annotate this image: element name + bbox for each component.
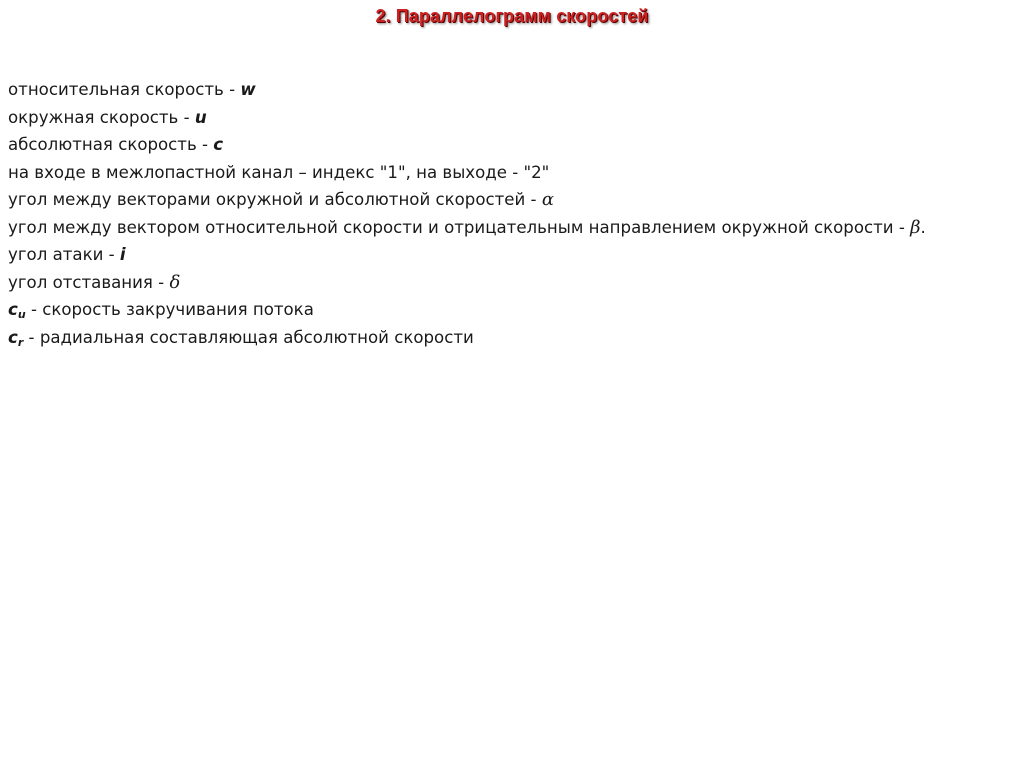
definition-text: - скорость закручивания потока [25, 300, 314, 319]
symbol-w: w [240, 80, 256, 99]
definition-text: угол атаки - [8, 245, 120, 264]
definition-swirl-velocity [8, 296, 1018, 324]
definition-peripheral-velocity [8, 104, 1018, 132]
symbol-c: c [213, 135, 224, 154]
definition-indices [8, 159, 1018, 187]
definition-absolute-velocity [8, 131, 1018, 159]
symbol-c-r: c [8, 327, 18, 347]
definition-beta-angle [8, 214, 1018, 242]
definition-alpha-angle [8, 186, 1018, 214]
definition-relative-velocity [8, 76, 1018, 104]
symbol-c-u: c [8, 300, 18, 319]
definition-attack-angle [8, 241, 1018, 269]
subscript-u: u [17, 308, 26, 321]
subscript-r: r [17, 335, 24, 349]
definition-text: абсолютная скорость - [8, 135, 214, 154]
symbol-alpha: α [541, 189, 554, 210]
definitions-list [8, 76, 1018, 351]
definition-suffix: . [920, 217, 926, 237]
slide-title: 2. Параллелограмм скоростей [375, 6, 649, 26]
definition-text: - радиальная составляющая абсолютной скорости [23, 327, 474, 347]
definition-text: угол между вектором относительной скорости и отрицательным направлением окружной скорости - [8, 217, 911, 237]
symbol-delta: δ [169, 271, 181, 293]
definition-text: угол отставания - [8, 272, 170, 292]
definition-text: на входе в межлопастной канал – индекс "1", на выходе - "2" [8, 162, 550, 182]
definition-text: относительная скорость - [8, 80, 241, 99]
definition-radial-component [8, 324, 1018, 352]
symbol-u: u [194, 107, 207, 127]
definition-text: окружная скорость - [8, 107, 195, 127]
definition-text: угол между векторами окружной и абсолютной скоростей - [8, 190, 542, 209]
definition-deviation-angle [8, 269, 1018, 297]
symbol-beta: β [910, 216, 921, 238]
symbol-i: i [119, 245, 126, 264]
